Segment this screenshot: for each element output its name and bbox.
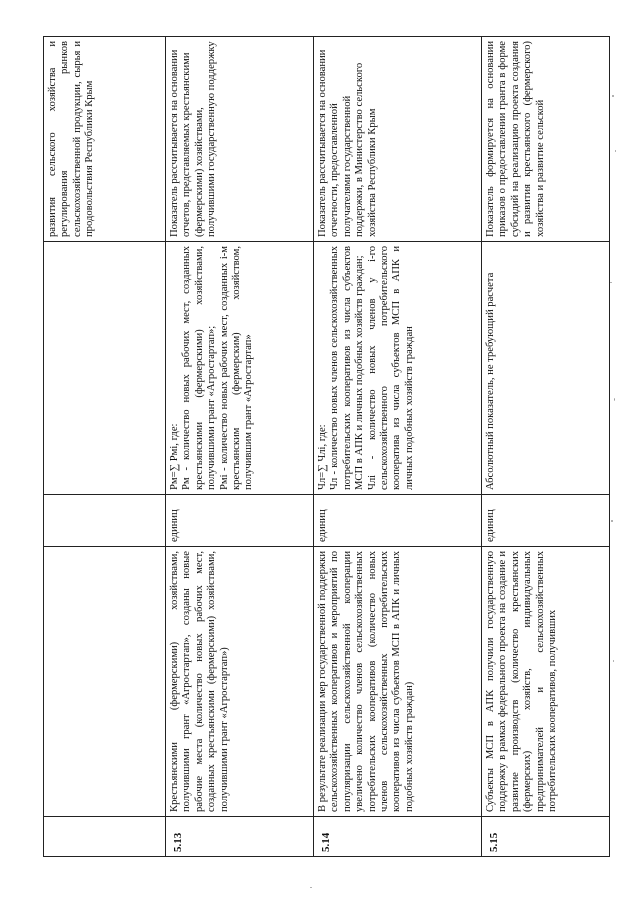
scan-speck: [612, 95, 614, 97]
row-number-cell: 5.13: [166, 817, 314, 857]
rotated-table-container: [43, 37, 609, 857]
scan-speck: [610, 282, 612, 283]
source-cell: Показатель рассчитывается на основании отчетов, представляемых крестьянскими (фермерскими) хозяйствами, получившими государственную поддержку: [166, 37, 314, 242]
source-cell: Показатель рассчитывается на основании отчетности, предоставленной получателями государственной поддержки, в Министерство сельского хозяйства Республики Крым: [314, 37, 482, 242]
method-cell: [44, 242, 166, 495]
unit-cell: единиц: [482, 495, 610, 547]
method-cell: Абсолютный показатель, не требующий расчета: [482, 242, 610, 495]
indicator-cell: В результате реализации мер государственной поддержки сельскохозяйственных кооперативов и мероприятий по популяризации сельскохозяйственной кооперации увеличено количество членов сельскохозяйственных потребительских кооперативов (количество новых членов сельскохозяйственных потребительских кооперативов из числа субъектов МСП в АПК и личных подобных хозяйств граждан): [314, 547, 482, 817]
table-row-5-15: [482, 37, 610, 857]
table-row-5-14: [314, 37, 482, 857]
row-number-cell: [44, 817, 166, 857]
scan-speck: [611, 520, 613, 522]
scan-speck: [615, 150, 616, 152]
scan-speck: [613, 660, 614, 662]
table-row-5-13: [166, 37, 314, 857]
table-row-continuation: [44, 37, 166, 857]
indicator-cell: [44, 547, 166, 817]
indicators-table: [43, 36, 610, 857]
indicator-cell: Субъекты МСП в АПК получили государственную поддержку в рамках федерального проекта на создание и развитие производств (количество крестьянских (фермерских) хозяйств, индивидуальных предпринимателей и сельскохозяйственных потребительских кооперативов, получивших: [482, 547, 610, 817]
indicator-cell: Крестьянскими (фермерскими) хозяйствами, получившими грант «Агростартап», созданы новые рабочие места (количество новых рабочих мест, созданных крестьянскими (фермерскими) хозяйствами, получившими грант «Агростартап»): [166, 547, 314, 817]
method-cell: Рм=∑ Рмі, где: Рм - количество новых рабочих мест, созданных крестьянскими (фермерскими) хозяйствами, получившими грант «Агростартап»; Рмі - количество новых рабочих мест, созданных і-м крестьянским (фермерским) хозяйством, получившим грант «Агростартап»: [166, 242, 314, 495]
unit-cell: единиц: [166, 495, 314, 547]
unit-cell: единиц: [314, 495, 482, 547]
row-number-cell: 5.15: [482, 817, 610, 857]
method-cell: Чл=∑ Члі, где: Чл - количество новых членов сельскохозяйственных потребительских кооперативов из числа субъектов МСП в АПК и личных подобных хозяйств граждан; Члі - количество новых членов у і-го сельскохозяйственного потребительского кооператива из числа субъектов МСП в АПК и личных подобных хозяйств граждан: [314, 242, 482, 495]
scan-speck: [614, 398, 615, 401]
source-cell: Показатель формируется на основании приказов о предоставлении гранта в форме субсидий на реализацию проекта создания и развития крестьянского (фермерского) хозяйства и развитие сельской: [482, 37, 610, 242]
unit-cell: [44, 495, 166, 547]
scan-speck: [310, 887, 312, 888]
row-number-cell: 5.14: [314, 817, 482, 857]
source-cell: развития сельского хозяйства и регулирования рынков сельскохозяйственной продукции, сырья и продовольствия Республики Крым: [44, 37, 166, 242]
